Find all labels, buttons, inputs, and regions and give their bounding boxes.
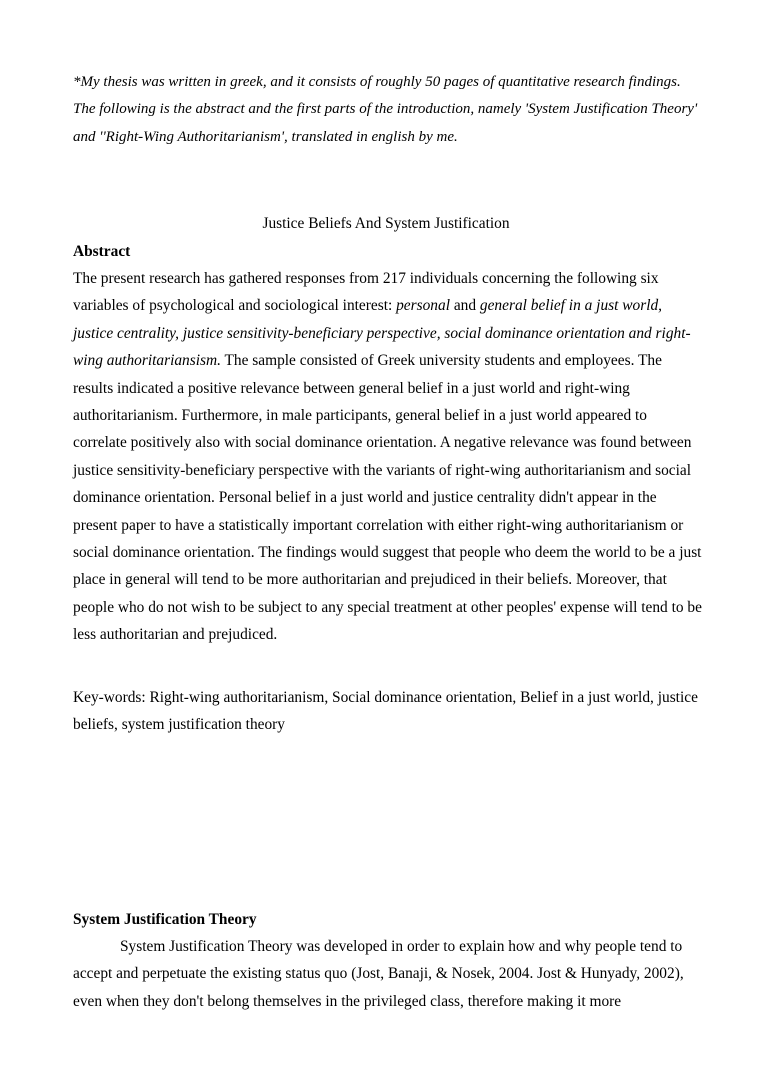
system-justification-heading: System Justification Theory xyxy=(73,911,257,928)
document-title: Justice Beliefs And System Justification xyxy=(262,215,510,232)
translator-note: *My thesis was written in greek, and it consists of roughly 50 pages of quantitative research findings. The following is the abstract and the first parts of the introduction, namely 'System Justification Theory' and ''Right-Wing Authoritarianism', translated in english by me. xyxy=(73,74,698,145)
abstract-variable-list: general belief in a just world, justice centrality, justice sensitivity-beneficiary perspective, social dominance orientation and right-wing authoritariansism. xyxy=(73,297,691,370)
abstract-intro: The present research has gathered responses from 217 individuals concerning the following six variables of psychological and sociological interest: xyxy=(73,270,659,315)
keywords: Key-words: Right-wing authoritarianism, Social dominance orientation, Belief in a just world, justice beliefs, system justification theory xyxy=(73,689,698,734)
system-justification-body: System Justification Theory was developed in order to explain how and why people tend to accept and perpetuate the existing status quo (Jost, Banaji, & Nosek, 2004. Jost & Hunyady, 2002), even when they don't belong themselves in the privileged class, therefore making it more xyxy=(73,938,684,1010)
abstract-body xyxy=(73,265,703,649)
abstract-and-text: and xyxy=(449,297,480,315)
abstract-heading: Abstract xyxy=(73,243,131,260)
abstract-rest: The sample consisted of Greek university students and employees. The results indicated a positive relevance between general belief in a just world and right-wing authoritarianism. Furthermore, in male participants, general belief in a just world appeared to correlate positively also with social dominance orientation. A negative relevance was found between justice sensitivity-beneficiary perspective with the variants of right-wing authoritarianism and social dominance orientation. Personal belief in a just world and justice centrality didn't appear in the present paper to have a statistically important correlation with either right-wing authoritarianism or social dominance orientation. The findings would suggest that people who deem the world to be a just place in general will tend to be more authoritarian and prejudiced in their beliefs. Moreover, that people who do not wish to be subject to any special treatment at other peoples' expense will tend to be less authoritarian and prejudiced. xyxy=(73,352,702,644)
abstract-variable-personal: personal xyxy=(396,297,450,315)
